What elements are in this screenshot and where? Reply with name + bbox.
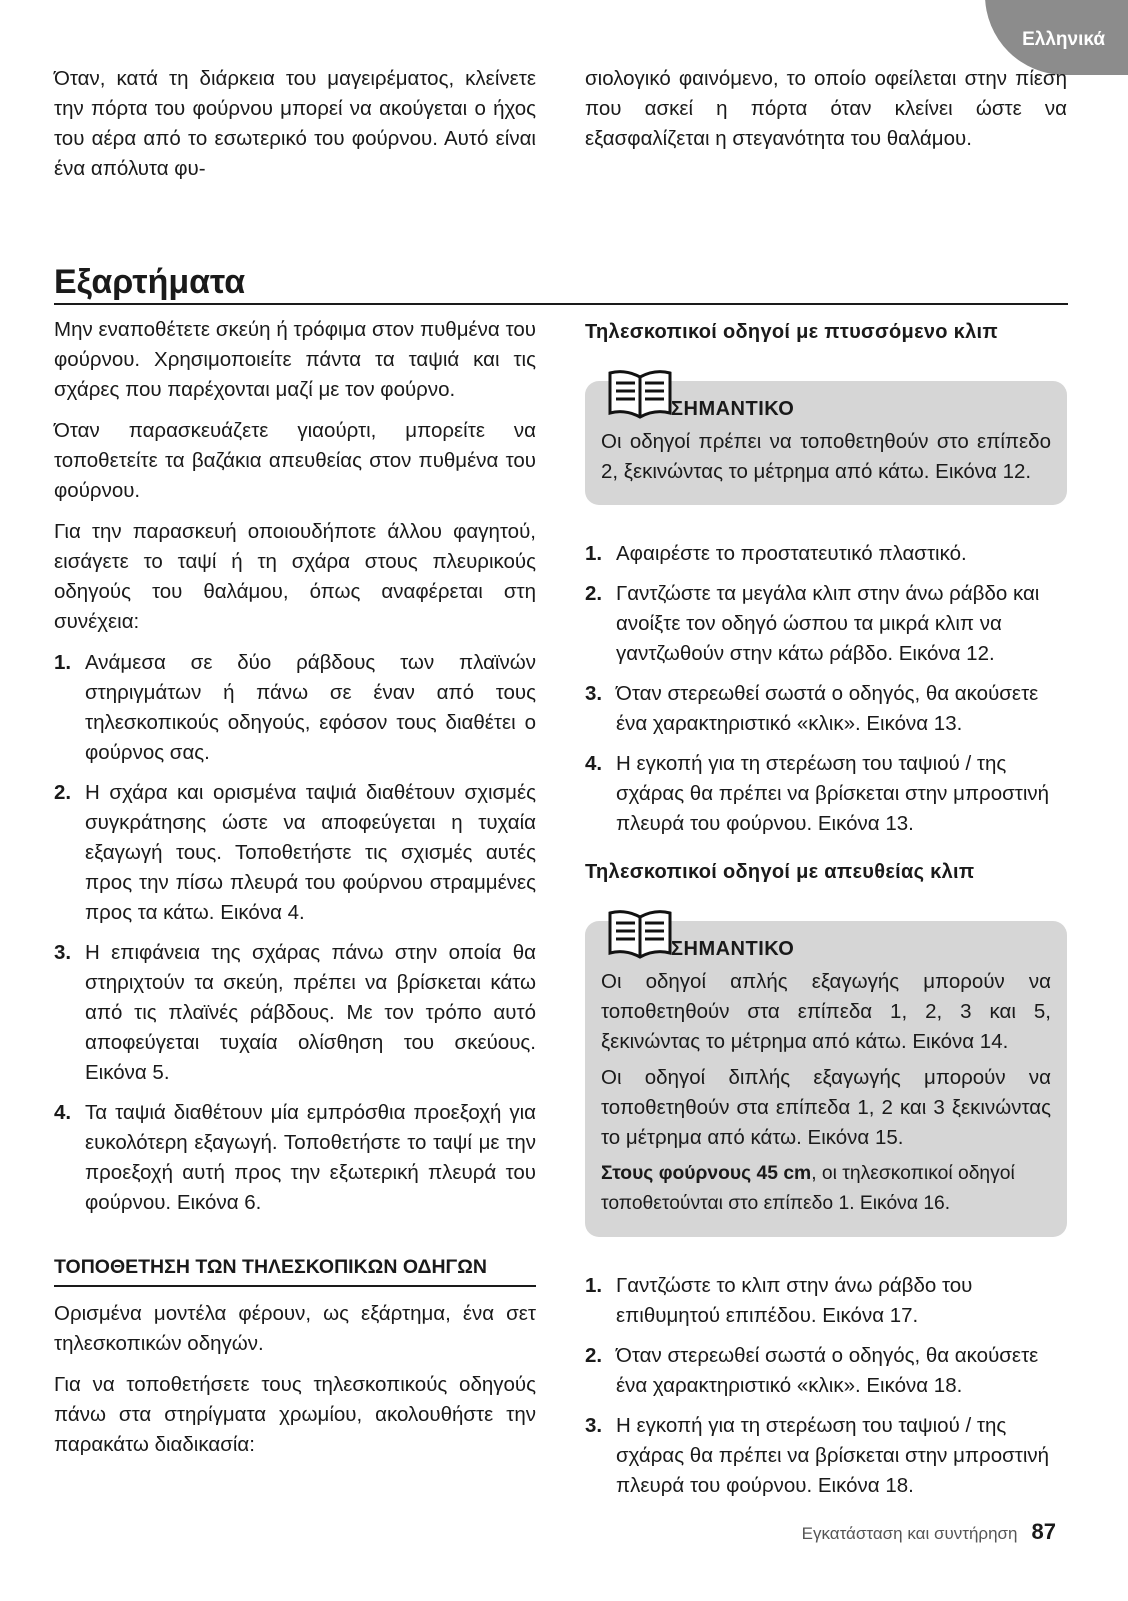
section-title: Εξαρτήματα	[54, 262, 1068, 305]
intro-left	[54, 64, 536, 195]
paragraph: Όταν παρασκευάζετε γιαούρτι, μπορείτε να τοποθετείτε τα βαζάκια απευθείας στον πυθμένα του φούρνου.	[54, 419, 536, 502]
step-text: Όταν στερεωθεί σωστά ο οδηγός, θα ακούσετε ένα χαρακτηριστικό «κλικ». Εικόνα 13.	[616, 682, 1039, 735]
step-text: Γαντζώστε το κλιπ στην άνω ράβδο του επιθυμητού επιπέδου. Εικόνα 17.	[616, 1274, 973, 1327]
step-text: Η εγκοπή για τη στερέωση του ταψιού / της σχάρας θα πρέπει να βρίσκεται στην μπροστινή πλευρά του φούρνου. Εικόνα 13.	[616, 752, 1050, 835]
step-text: Η σχάρα και ορισμένα ταψιά διαθέτουν σχισμές συγκράτησης ώστε να αποφεύγεται η τυχαία εξαγωγή τους. Τοποθετήστε τις σχισμές αυτές προς την πίσω πλευρά του φούρνου στραμμένες προς τα κάτω. Εικόνα 4.	[85, 781, 536, 924]
page-footer	[802, 1519, 1056, 1545]
note-rest-text: , οι τηλεσκοπικοί οδηγοί τοποθετούνται στο επίπεδο 1. Εικόνα 16.	[601, 1163, 1015, 1214]
step-text: Όταν στερεωθεί σωστά ο οδηγός, θα ακούσετε ένα χαρακτηριστικό «κλικ». Εικόνα 18.	[616, 1344, 1039, 1397]
note-title: ΣΗΜΑΝΤΙΚΟ	[671, 938, 795, 960]
right-column	[585, 317, 1067, 1512]
step-number: 3.	[585, 682, 603, 705]
intro-right-text: σιολογικό φαινόμενο, το οποίο οφείλεται στην πίεση που ασκεί η πόρτα όταν κλείνει ώστε να εξασφαλίζεται η στεγανότητα του θαλάμου.	[585, 67, 1067, 150]
step-text: Γαντζώστε τα μεγάλα κλιπ στην άνω ράβδο και ανοίξτε τον οδηγό ώσπου τα μικρά κλιπ να γαντζωθούν στην κάτω ράβδο. Εικόνα 12.	[616, 582, 1040, 665]
list-item	[54, 648, 536, 768]
direct-clip-heading: Τηλεσκοπικοί οδηγοί με απευθείας κλιπ	[585, 861, 975, 883]
note-text: Οι οδηγοί απλής εξαγωγής μπορούν να τοποθετηθούν στα επίπεδα 1, 2, 3 και 5, ξεκινώντας το μέτρημα από κάτω. Εικόνα 14.	[601, 970, 1051, 1053]
list-item	[54, 938, 536, 1088]
paragraph: Ορισμένα μοντέλα φέρουν, ως εξάρτημα, ένα σετ τηλεσκοπικών οδηγών.	[54, 1302, 536, 1355]
page-number: 87	[1031, 1519, 1056, 1544]
step-text: Η επιφάνεια της σχάρας πάνω στην οποία θα στηριχτούν τα σκεύη, πρέπει να βρίσκεται κάτω από τις πλαϊνές ράβδους. Με τον τρόπο αυτό αποφεύγεται τυχαία ολίσθηση του σκεύους. Εικόνα 5.	[85, 941, 536, 1084]
important-note	[585, 381, 1067, 505]
step-text: Αφαιρέστε το προστατευτικό πλαστικό.	[616, 542, 967, 565]
list-item	[585, 1341, 1067, 1401]
list-item	[585, 679, 1067, 739]
step-number: 2.	[54, 781, 72, 804]
step-number: 1.	[585, 542, 603, 565]
intro-right	[585, 64, 1067, 165]
step-number: 3.	[585, 1414, 603, 1437]
book-icon	[607, 909, 673, 961]
list-item	[54, 1098, 536, 1218]
note-text: Οι οδηγοί πρέπει να τοποθετηθούν στο επίπεδο 2, ξεκινώντας το μέτρημα από κάτω. Εικόνα 12.	[601, 430, 1051, 483]
paragraph: Για να τοποθετήσετε τους τηλεσκοπικούς οδηγούς πάνω στα στηρίγματα χρωμίου, ακολουθήστε την παρακάτω διαδικασία:	[54, 1373, 536, 1456]
step-number: 4.	[585, 752, 603, 775]
list-item	[585, 1271, 1067, 1331]
left-column	[54, 315, 536, 1471]
step-number: 1.	[585, 1274, 603, 1297]
folding-clip-heading: Τηλεσκοπικοί οδηγοί με πτυσσόμενο κλιπ	[585, 321, 999, 343]
step-text: Τα ταψιά διαθέτουν μία εμπρόσθια προεξοχή για ευκολότερη εξαγωγή. Τοποθετήστε το ταψί με την προεξοχή αυτή προς την εξωτερική πλευρά του φούρνου. Εικόνα 6.	[85, 1101, 536, 1214]
note-bold-text: Στους φούρνους 45 cm	[601, 1163, 812, 1184]
step-number: 2.	[585, 582, 603, 605]
paragraph: Για την παρασκευή οποιουδήποτε άλλου φαγητού, εισάγετε το ταψί ή τη σχάρα στους πλευρικούς οδηγούς του θαλάμου, όπως αναφέρεται στη συνέχεια:	[54, 520, 536, 633]
list-item	[585, 749, 1067, 839]
book-icon	[607, 369, 673, 421]
step-text: Ανάμεσα σε δύο ράβδους των πλαϊνών στηριγμάτων ή πάνω σε έναν από τους τηλεσκοπικούς οδηγούς, εφόσον τους διαθέτει ο φούρνος σας.	[85, 651, 536, 764]
note-text: Οι οδηγοί διπλής εξαγωγής μπορούν να τοποθετηθούν στα επίπεδα 1, 2 και 3 ξεκινώντας το μέτρημα από κάτω. Εικόνα 15.	[601, 1066, 1051, 1149]
note-text	[601, 1159, 1051, 1219]
footer-section: Εγκατάσταση και συντήρηση	[801, 1524, 1018, 1543]
paragraph: Μην εναποθέτετε σκεύη ή τρόφιμα στον πυθμένα του φούρνου. Χρησιμοποιείτε πάντα τα ταψιά και τις σχάρες που παρέχονται μαζί με τον φούρνο.	[54, 318, 536, 401]
language-label: Ελληνικά	[1022, 29, 1105, 50]
step-text: Η εγκοπή για τη στερέωση του ταψιού / της σχάρας θα πρέπει να βρίσκεται στην μπροστινή πλευρά του φούρνου. Εικόνα 18.	[616, 1414, 1050, 1497]
step-number: 1.	[54, 651, 72, 674]
direct-clip-steps	[585, 1271, 1067, 1501]
accessory-steps	[54, 648, 536, 1218]
list-item	[585, 579, 1067, 669]
step-number: 2.	[585, 1344, 603, 1367]
list-item	[585, 539, 1067, 569]
important-note	[585, 921, 1067, 1237]
note-title: ΣΗΜΑΝΤΙΚΟ	[671, 398, 795, 420]
telescopic-install-heading: ΤΟΠΟΘΕΤΗΣΗ ΤΩΝ ΤΗΛΕΣΚΟΠΙΚΩΝ ΟΔΗΓΩΝ	[54, 1252, 536, 1287]
list-item	[585, 1411, 1067, 1501]
list-item	[54, 778, 536, 928]
folding-clip-steps	[585, 539, 1067, 839]
step-number: 3.	[54, 941, 72, 964]
step-number: 4.	[54, 1101, 72, 1124]
intro-left-text: Όταν, κατά τη διάρκεια του μαγειρέματος, κλείνετε την πόρτα του φούρνου μπορεί να ακούγεται ο ήχος του αέρα από το εσωτερικό του φούρνου. Αυτό είναι ένα απόλυτα φυ-	[54, 67, 536, 180]
